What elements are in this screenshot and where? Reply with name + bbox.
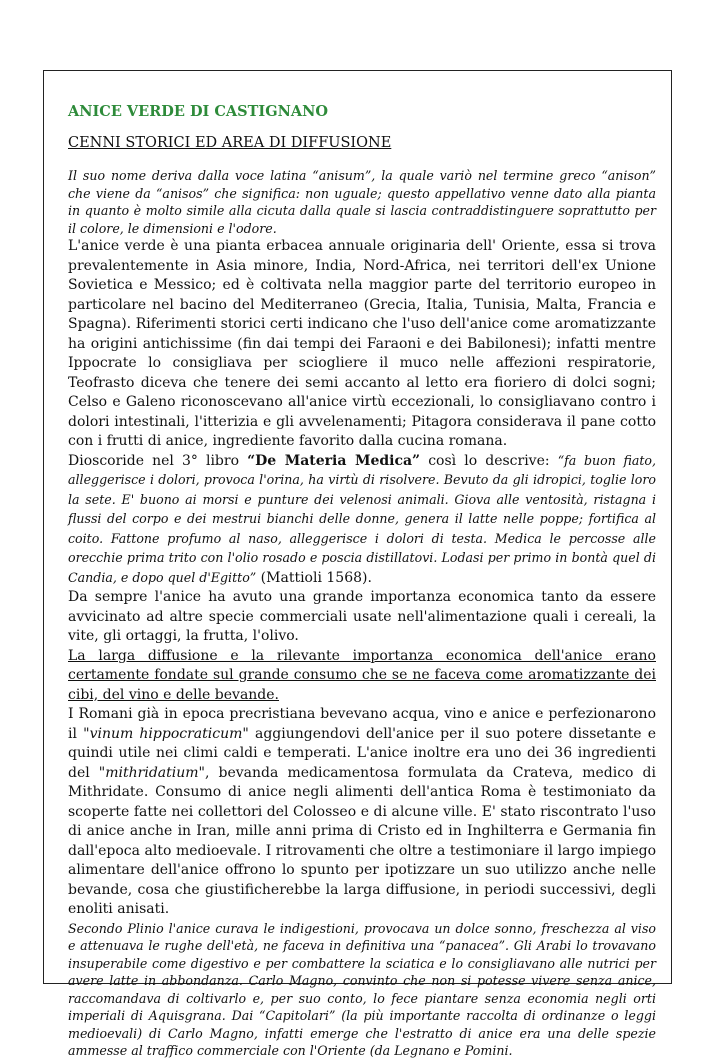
section-heading: CENNI STORICI ED AREA DI DIFFUSIONE — [68, 135, 392, 151]
etymology-paragraph: Il suo nome deriva dalla voce latina “anisum”, la quale variò nel termine greco “anison” che viene da “anisos” che significa: non uguale; questo appellativo venne dato alla pianta in quanto è molto simile alla cicuta dalla quale si lascia contraddistinguere soprattutto per il colore, le dimensioni e l'odore. — [68, 168, 656, 236]
document-title: ANICE VERDE DI CASTIGNANO — [68, 103, 328, 120]
romans-paragraph — [68, 705, 656, 920]
dioscoride-reference: (Mattioli 1568). — [256, 569, 372, 586]
dioscoride-intro: Dioscoride nel 3° libro — [68, 452, 248, 469]
romans-text-b: " aggiungendovi dell'anice per il suo potere dissetante e quindi utile nei climi caldi e temperati. L'anice inoltre era uno dei 36 ingredienti del " — [68, 725, 657, 781]
vinum-term: vinum hippocraticum — [89, 725, 243, 742]
underlined-paragraph: La larga diffusione e la rilevante importanza economica dell'anice erano certamente fondate sul grande consumo che se ne faceva come aromatizzante dei cibi, del vino e delle bevande. — [68, 647, 656, 703]
dioscoride-paragraph — [68, 452, 656, 589]
dioscoride-mid: così lo descrive: — [420, 452, 558, 469]
economic-paragraph: Da sempre l'anice ha avuto una grande importanza economica tanto da essere avvicinato ad altre specie commerciali usate nell'alimentazione quali i cereali, la vite, gli ortaggi, la frutta, l'olivo. — [68, 589, 656, 644]
romans-text-c: ", bevanda medicamentosa formulata da Crateva, medico di Mithridate. Consumo di anice negli alimenti dell'antica Roma è testimoniato da scoperte fatte nei collettori del Colosseo e di alcune ville. E' stato riscontrato l'uso di anice anche in Iran, mille anni prima di Cristo ed in Inghilterra e Germania fin dall'epoca alto medioevale. I ritrovamenti che oltre a testimoniare il largo impiego alimentare dell'anice offrono lo spunto per ipotizzare un suo utilizzo anche nelle bevande, cosa che giustificherebbe la larga diffusione, in periodi successivi, degli enoliti anisati. — [68, 764, 657, 917]
dioscoride-quote: “fa buon fiato, alleggerisce i dolori, provoca l'orina, ha virtù di risolvere. Bevuto da gli idropici, toglie loro la sete. E' buono ai morsi e punture dei velenosi animali. Giova alle ventosità, ristagna i flussi del corpo e dei mestrui bianchi delle donne, genera il latte nelle poppe; fortifica al coito. Fattone profumo al naso, alleggerisce i dolori di testa. Medica le percosse alle orecchie prima trito con l'olio rosado e poscia distillatovi. Lodasi per primo in bontà quel di Candia, e dopo quel d'Egitto” — [68, 452, 657, 585]
origin-paragraph: L'anice verde è una pianta erbacea annuale originaria dell' Oriente, essa si trova prevalentemente in Asia minore, India, Nord-Africa, nei territori dell'ex Unione Sovietica e Messico; ed è coltivata nella maggior parte del territorio europeo in particolare nel bacino del Mediterraneo (Grecia, Italia, Tunisia, Malta, Francia e Spagna). Riferimenti storici certi indicano che l'uso dell'anice come aromatizzante ha origini antichissime (fin dai tempi dei Faraoni e dei Babilonesi); infatti mentre Ippocrate lo consigliava per sciogliere il muco nelle affezioni respiratorie, Teofrasto diceva che tenere dei semi accanto al letto era fioriero di dolci sogni; Celso e Galeno riconoscevano all'anice virtù eccezionali, lo consigliavano contro i dolori intestinali, l'itterizia e gli avvelenamenti; Pitagora considerava il pane cotto con i frutti di anice, ingrediente favorito dalla cucina romana. — [68, 238, 656, 449]
romans-text-a: I Romani già in epoca precristiana bevevano acqua, vino e anice e perfezionarono il " — [68, 706, 656, 742]
document-body — [68, 103, 656, 1060]
plinio-paragraph: Secondo Plinio l'anice curava le indigestioni, provocava un dolce sonno, freschezza al viso e attenuava le rughe dell'età, ne faceva in definitiva una “panacea”. Gli Arabi lo trovavano insuperabile come digestivo e per combattere la sciatica e lo consigliavano alle nutrici per avere latte in abbondanza. Carlo Magno, convinto che non si potesse vivere senza anice, raccomandava di coltivarlo e, per suo conto, lo fece piantare senza economia negli orti imperiali di Aquisgrana. Dai “Capitolari” (la più importante raccolta di ordinanze o leggi medioevali) di Carlo Magno, infatti emerge che l'estratto di anice era una delle spezie ammesse al traffico commerciale con l'Oriente (da Legnano e Pomini. — [68, 920, 656, 1058]
book-title: “De Materia Medica” — [247, 452, 421, 469]
mithridatium-term: mithridatium — [105, 764, 199, 781]
